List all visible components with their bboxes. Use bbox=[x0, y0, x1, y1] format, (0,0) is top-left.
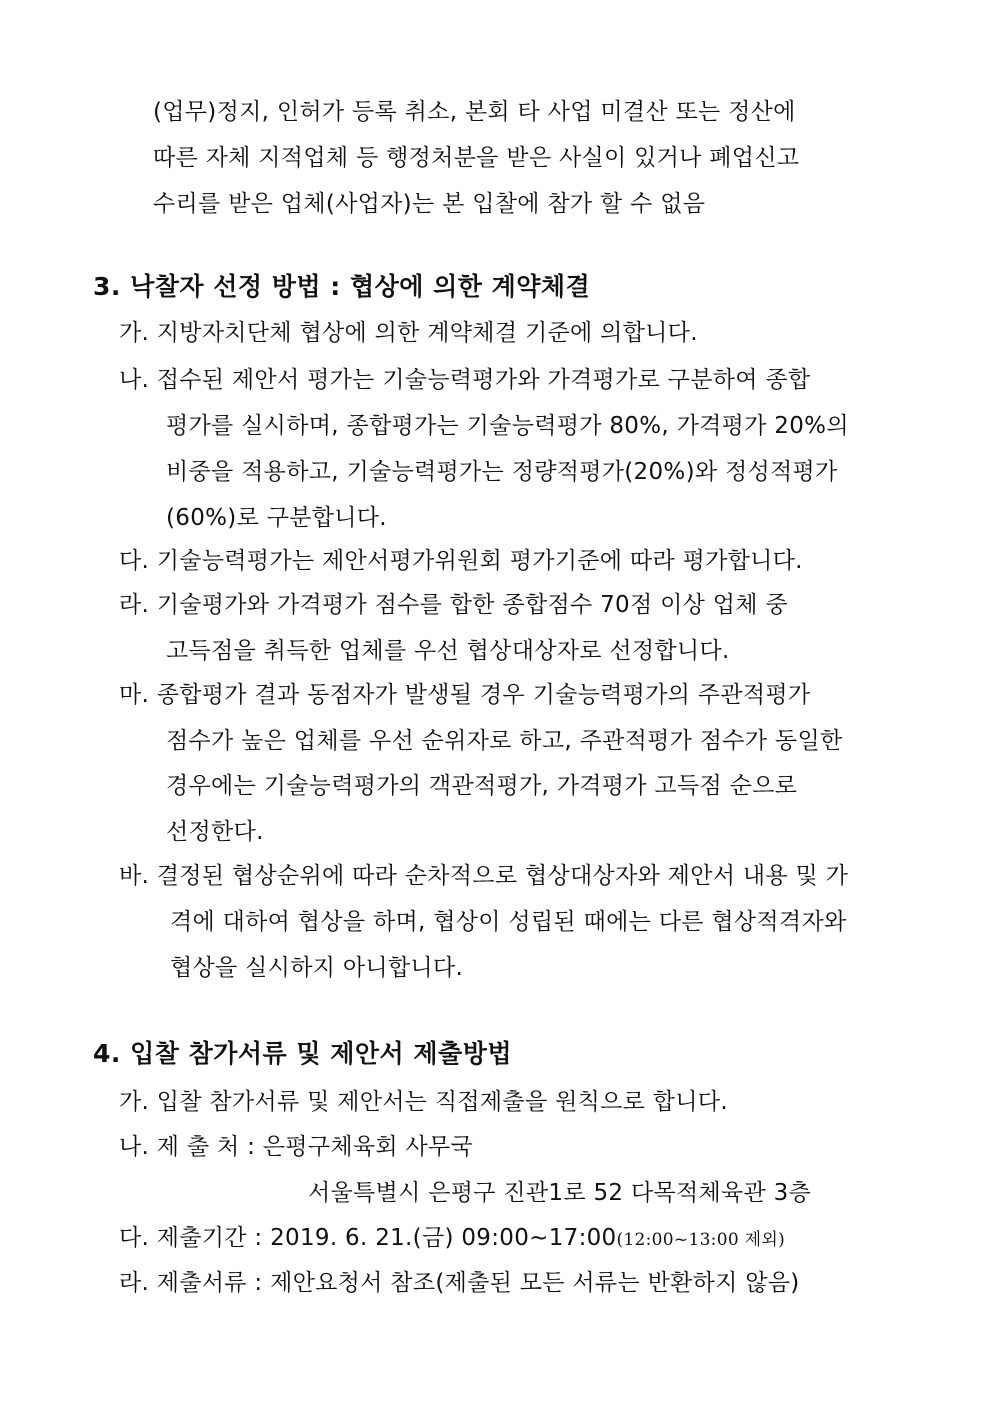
submission-period-note: (12:00~13:00 제외) bbox=[616, 1230, 786, 1250]
section-3-item-na-line-3: 비중을 적용하고, 기술능력평가는 정량적평가(20%)와 정성적평가 bbox=[166, 459, 838, 485]
intro-line-2: 따른 자체 지적업체 등 행정처분을 받은 사실이 있거나 폐업신고 bbox=[153, 145, 800, 171]
section-3-item-ba-line-3: 협상을 실시하지 아니합니다. bbox=[170, 955, 464, 981]
intro-line-3: 수리를 받은 업체(사업자)는 본 입찰에 참가 할 수 없음 bbox=[153, 191, 706, 217]
section-3-item-ra-line-2: 고득점을 취득한 업체를 우선 협상대상자로 선정합니다. bbox=[166, 638, 730, 664]
section-3-item-na-line-4: (60%)로 구분합니다. bbox=[166, 505, 387, 531]
section-4-item-ga: 가. 입찰 참가서류 및 제안서는 직접제출을 원칙으로 합니다. bbox=[119, 1089, 728, 1115]
section-3-item-na-line-2: 평가를 실시하며, 종합평가는 기술능력평가 80%, 가격평가 20%의 bbox=[166, 413, 849, 439]
section-3-item-ba-line-1: 바. 결정된 협상순위에 따라 순차적으로 협상대상자와 제안서 내용 및 가 bbox=[119, 863, 849, 889]
section-3-item-na-line-1: 나. 접수된 제안서 평가는 기술능력평가와 가격평가로 구분하여 종합 bbox=[119, 367, 811, 393]
section-3-item-ma-line-3: 경우에는 기술능력평가의 객관적평가, 가격평가 고득점 순으로 bbox=[166, 773, 798, 799]
section-3-item-ma-line-4: 선정한다. bbox=[166, 819, 264, 845]
section-4-heading: 4. 입찰 참가서류 및 제안서 제출방법 bbox=[93, 1039, 513, 1068]
section-4-item-na: 나. 제 출 처 : 은평구체육회 사무국 bbox=[119, 1134, 474, 1160]
submission-period: 다. 제출기간 : 2019. 6. 21.(금) 09:00~17:00 bbox=[119, 1225, 617, 1251]
section-3-item-da: 다. 기술능력평가는 제안서평가위원회 평가기준에 따라 평가합니다. bbox=[119, 548, 803, 574]
section-3-heading: 3. 낙찰자 선정 방법 : 협상에 의한 계약체결 bbox=[93, 272, 591, 301]
section-3-item-ma-line-1: 마. 종합평가 결과 동점자가 발생될 경우 기술능력평가의 주관적평가 bbox=[119, 682, 811, 708]
section-3-item-ga: 가. 지방자치단체 협상에 의한 계약체결 기준에 의합니다. bbox=[119, 320, 698, 346]
section-4-item-ra: 라. 제출서류 : 제안요청서 참조(제출된 모든 서류는 반환하지 않음) bbox=[119, 1270, 800, 1296]
section-4-item-na-address: 서울특별시 은평구 진관1로 52 다목적체육관 3층 bbox=[308, 1180, 812, 1206]
section-3-item-ba-line-2: 격에 대하여 협상을 하며, 협상이 성립된 때에는 다른 협상적격자와 bbox=[170, 909, 847, 935]
section-4-item-da bbox=[119, 1223, 785, 1255]
section-3-item-ma-line-2: 점수가 높은 업체를 우선 순위자로 하고, 주관적평가 점수가 동일한 bbox=[166, 728, 843, 754]
section-3-item-ra-line-1: 라. 기술평가와 가격평가 점수를 합한 종합점수 70점 이상 업체 중 bbox=[119, 592, 788, 618]
intro-line-1: (업무)정지, 인허가 등록 취소, 본회 타 사업 미결산 또는 정산에 bbox=[153, 99, 796, 125]
